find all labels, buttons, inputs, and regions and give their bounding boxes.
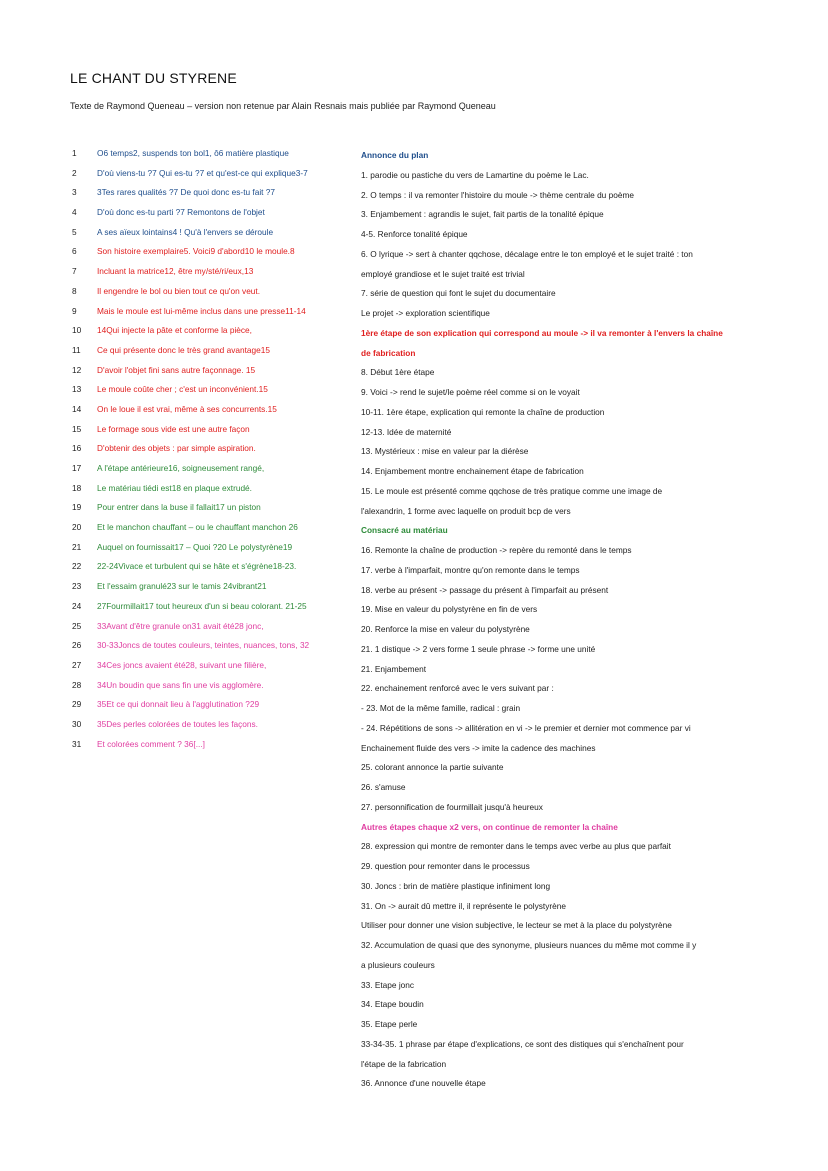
- note-section-heading: de fabrication: [361, 347, 416, 358]
- poem-line-number: 2: [72, 167, 77, 178]
- poem-line-text: Et colorées comment ? 36[...]: [97, 738, 205, 749]
- note-line: 8. Début 1ère étape: [361, 367, 435, 378]
- poem-line: [72, 284, 354, 304]
- poem-line-text: Et l'essaim granulé23 sur le tamis 24vibrant21: [97, 581, 267, 592]
- note-line: 13. Mystérieux : mise en valeur par la diérèse: [361, 446, 529, 457]
- poem-line-number: 29: [72, 699, 82, 710]
- note-section-heading: Consacré au matériau: [361, 525, 448, 536]
- poem-line: [72, 264, 354, 284]
- note-line: 21. 1 distique -> 2 vers forme 1 seule phrase -> forme une unité: [361, 643, 596, 654]
- note-line: 28. expression qui montre de remonter dans le temps avec verbe au plus que parfait: [361, 841, 671, 852]
- note-line: 12-13. Idée de maternité: [361, 426, 452, 437]
- note-line: Enchainement fluide des vers -> imite la cadence des machines: [361, 742, 596, 753]
- poem-line-number: 12: [72, 364, 82, 375]
- note-section-heading: 1ère étape de son explication qui correspond au moule -> il va remonter à l'envers la chaîne: [361, 327, 723, 338]
- poem-line-number: 5: [72, 226, 77, 237]
- poem-line-number: 23: [72, 581, 82, 592]
- poem-line-number: 27: [72, 659, 82, 670]
- poem-line-text: Mais le moule est lui-même inclus dans une presse11-14: [97, 305, 306, 316]
- note-line: 29. question pour remonter dans le processus: [361, 861, 530, 871]
- poem-line: [72, 363, 354, 383]
- poem-line-text: Ce qui présente donc le très grand avantage15: [97, 344, 270, 355]
- note-line: 30. Joncs : brin de matière plastique infiniment long: [361, 880, 551, 891]
- note-line: 16. Remonte la chaîne de production -> repère du remonté dans le temps: [361, 545, 632, 555]
- note-line: 33-34-35. 1 phrase par étape d'explications, ce sont des distiques qui s'enchaînent pour: [361, 1038, 684, 1049]
- poem-line-text: 14Qui injecte la pâte et conforme la pièce,: [97, 325, 252, 336]
- poem-line: [72, 658, 354, 678]
- poem-line-number: 6: [72, 246, 77, 257]
- poem-line: [72, 481, 354, 501]
- poem-line-text: 35Des perles colorées de toutes les façons.: [97, 718, 258, 729]
- poem-line-number: 14: [72, 403, 82, 414]
- poem-line: [72, 244, 354, 264]
- poem-line: [72, 225, 354, 245]
- note-line: 2. O temps : il va remonter l'histoire du moule -> thème centrale du poème: [361, 189, 634, 200]
- note-line: 14. Enjambement montre enchainement étape de fabrication: [361, 466, 584, 476]
- poem-line-number: 7: [72, 266, 77, 277]
- poem-line-text: 34Un boudin que sans fin une vis agglomère.: [97, 679, 264, 690]
- note-line: 17. verbe à l'imparfait, montre qu'on remonte dans le temps: [361, 564, 580, 575]
- poem-line: [72, 520, 354, 540]
- poem-line-number: 30: [72, 718, 82, 729]
- poem-line: [72, 559, 354, 579]
- note-line: 33. Etape jonc: [361, 979, 415, 990]
- poem-line-number: 22: [72, 561, 82, 572]
- poem-line-number: 10: [72, 325, 82, 336]
- note-line: 26. s'amuse: [361, 782, 406, 792]
- poem-line: [72, 599, 354, 619]
- poem-line-text: Son histoire exemplaire5. Voici9 d'abord10 le moule.8: [97, 246, 295, 257]
- poem-line-text: Le matériau tiédi est18 en plaque extrudé.: [97, 482, 252, 493]
- note-section-heading: Annonce du plan: [361, 150, 429, 160]
- poem-line-text: 27Fourmillait17 tout heureux d'un si beau colorant. 21-25: [97, 600, 307, 611]
- note-line: 31. On -> aurait dû mettre il, il représente le polystyrène: [361, 900, 566, 911]
- poem-line-number: 1: [72, 148, 77, 158]
- note-line: l'alexandrin, 1 forme avec laquelle on produit bcp de vers: [361, 505, 571, 516]
- poem-line-number: 11: [72, 344, 81, 355]
- note-line: 21. Enjambement: [361, 663, 427, 674]
- poem-line-number: 24: [72, 600, 82, 611]
- poem-line-text: On le loue il est vrai, même à ses concurrents.15: [97, 403, 277, 414]
- document-subtitle: Texte de Raymond Queneau – version non retenue par Alain Resnais mais publiée par Raymond Queneau: [70, 101, 496, 111]
- poem-line-number: 18: [72, 482, 82, 493]
- poem-line-text: 35Et ce qui donnait lieu à l'agglutination ?29: [97, 699, 260, 710]
- poem-line-text: D'où donc es-tu parti ?7 Remontons de l'objet: [97, 207, 265, 218]
- poem-line: [72, 382, 354, 402]
- note-line: 20. Renforce la mise en valeur du polystyrène: [361, 624, 530, 634]
- poem-line: [72, 323, 354, 343]
- note-line: 22. enchainement renforcé avec le vers suivant par :: [361, 683, 554, 694]
- note-line: 18. verbe au présent -> passage du présent à l'imparfait au présent: [361, 584, 609, 595]
- note-line: 4-5. Renforce tonalité épique: [361, 229, 468, 239]
- note-line: 15. Le moule est présenté comme qqchose de très pratique comme une image de: [361, 485, 663, 496]
- poem-line-text: D'obtenir des objets : par simple aspiration.: [97, 443, 256, 454]
- poem-line-number: 28: [72, 679, 82, 690]
- note-line: employé grandiose et le sujet traité est trivial: [361, 268, 525, 279]
- poem-line-number: 9: [72, 305, 77, 316]
- poem-line-number: 26: [72, 640, 82, 651]
- note-line: - 24. Répétitions de sons -> allitération en vi -> le premier et dernier mot commence par vi: [361, 722, 691, 733]
- poem-line-text: 3Tes rares qualités ?7 De quoi donc es-tu fait ?7: [97, 187, 276, 198]
- poem-line-number: 17: [72, 463, 82, 473]
- poem-line: [72, 402, 354, 422]
- note-line: 6. O lyrique -> sert à chanter qqchose, décalage entre le ton employé et le sujet traité : ton: [361, 248, 693, 259]
- note-line: 32. Accumulation de quasi que des synonyme, plusieurs nuances du même mot comme il y: [361, 940, 697, 950]
- poem-line: [72, 678, 354, 698]
- note-line: 19. Mise en valeur du polystyrène en fin de vers: [361, 604, 538, 615]
- poem-line-text: Auquel on fournissait17 – Quoi ?20 Le polystyrène19: [97, 541, 293, 552]
- poem-line-text: 34Ces joncs avaient été28, suivant une filière,: [97, 659, 267, 670]
- note-line: 7. série de question qui font le sujet du documentaire: [361, 288, 556, 299]
- poem-line-number: 20: [72, 522, 82, 533]
- poem-line-text: A l'étape antérieure16, soigneusement rangé,: [97, 463, 265, 473]
- poem-line: [72, 304, 354, 324]
- document-title: LE CHANT DU STYRENE: [70, 70, 237, 86]
- poem-line: [72, 461, 354, 481]
- poem-line-number: 21: [72, 541, 82, 552]
- poem-line: [72, 205, 354, 225]
- poem-line: [72, 166, 354, 186]
- note-line: 35. Etape perle: [361, 1019, 418, 1029]
- poem-line-number: 25: [72, 620, 82, 631]
- note-line: - 23. Mot de la même famille, radical : grain: [361, 703, 521, 713]
- poem-line-text: 22-24Vivace et turbulent qui se hâte et s'égrène18-23.: [97, 561, 297, 572]
- poem-line-text: Il engendre le bol ou bien tout ce qu'on veut.: [97, 285, 261, 296]
- poem-line-text: O6 temps2, suspends ton bol1, ô6 matière plastique: [97, 148, 289, 158]
- poem-line-number: 8: [72, 285, 77, 296]
- poem-line: [72, 697, 354, 717]
- poem-column: [72, 146, 354, 756]
- poem-line-text: Le formage sous vide est une autre façon: [97, 423, 250, 434]
- poem-line-number: 16: [72, 443, 82, 454]
- poem-line-text: 30-33Joncs de toutes couleurs, teintes, nuances, tons, 32: [97, 640, 310, 651]
- poem-line-text: 33Avant d'être granule on31 avait été28 jonc,: [97, 620, 264, 631]
- poem-line-number: 31: [72, 738, 82, 749]
- poem-line-text: A ses aïeux lointains4 ! Qu'à l'envers se déroule: [97, 226, 274, 237]
- poem-line: [72, 422, 354, 442]
- poem-line: [72, 343, 354, 363]
- note-line: 27. personnification de fourmillait jusqu'à heureux: [361, 801, 543, 812]
- note-line: 10-11. 1ère étape, explication qui remonte la chaîne de production: [361, 406, 605, 417]
- poem-line: [72, 579, 354, 599]
- note-line: 25. colorant annonce la partie suivante: [361, 762, 504, 773]
- poem-line: [72, 540, 354, 560]
- notes-column: [361, 146, 763, 1094]
- poem-line-text: Le moule coûte cher ; c'est un inconvénient.15: [97, 384, 268, 395]
- note-section-heading: Autres étapes chaque x2 vers, on continue de remonter la chaîne: [361, 821, 618, 832]
- poem-line: [72, 185, 354, 205]
- poem-line-text: Et le manchon chauffant – ou le chauffant manchon 26: [97, 522, 298, 533]
- poem-line-text: D'où viens-tu ?7 Qui es-tu ?7 et qu'est-ce qui explique3-7: [97, 167, 308, 178]
- poem-line: [72, 441, 354, 461]
- poem-line-text: Pour entrer dans la buse il fallait17 un piston: [97, 502, 261, 513]
- poem-line: [72, 500, 354, 520]
- note-line: 36. Annonce d'une nouvelle étape: [361, 1078, 486, 1089]
- note-line: a plusieurs couleurs: [361, 959, 435, 970]
- poem-line: [72, 638, 354, 658]
- poem-line-number: 15: [72, 423, 82, 434]
- note-line: Le projet -> exploration scientifique: [361, 308, 490, 318]
- poem-line-number: 3: [72, 187, 77, 198]
- note-line: 34. Etape boudin: [361, 999, 424, 1010]
- poem-line-text: D'avoir l'objet fini sans autre façonnage. 15: [97, 364, 256, 375]
- poem-line-number: 13: [72, 384, 82, 395]
- poem-line: [72, 717, 354, 737]
- poem-line: [72, 146, 354, 166]
- note-line: l'étape de la fabrication: [361, 1058, 447, 1069]
- poem-line-number: 4: [72, 207, 77, 218]
- note-line: 9. Voici -> rend le sujet/le poème réel comme si on le voyait: [361, 387, 580, 397]
- poem-line-text: Incluant la matrice12, être my/sté/ri/eux,13: [97, 266, 254, 277]
- note-line: 3. Enjambement : agrandis le sujet, fait partis de la tonalité épique: [361, 209, 604, 220]
- note-line: 1. parodie ou pastiche du vers de Lamartine du poème le Lac.: [361, 169, 589, 180]
- poem-line: [72, 619, 354, 639]
- poem-line: [72, 737, 354, 757]
- note-line: Utiliser pour donner une vision subjective, le lecteur se met à la place du polystyrène: [361, 920, 672, 931]
- poem-line-number: 19: [72, 502, 82, 513]
